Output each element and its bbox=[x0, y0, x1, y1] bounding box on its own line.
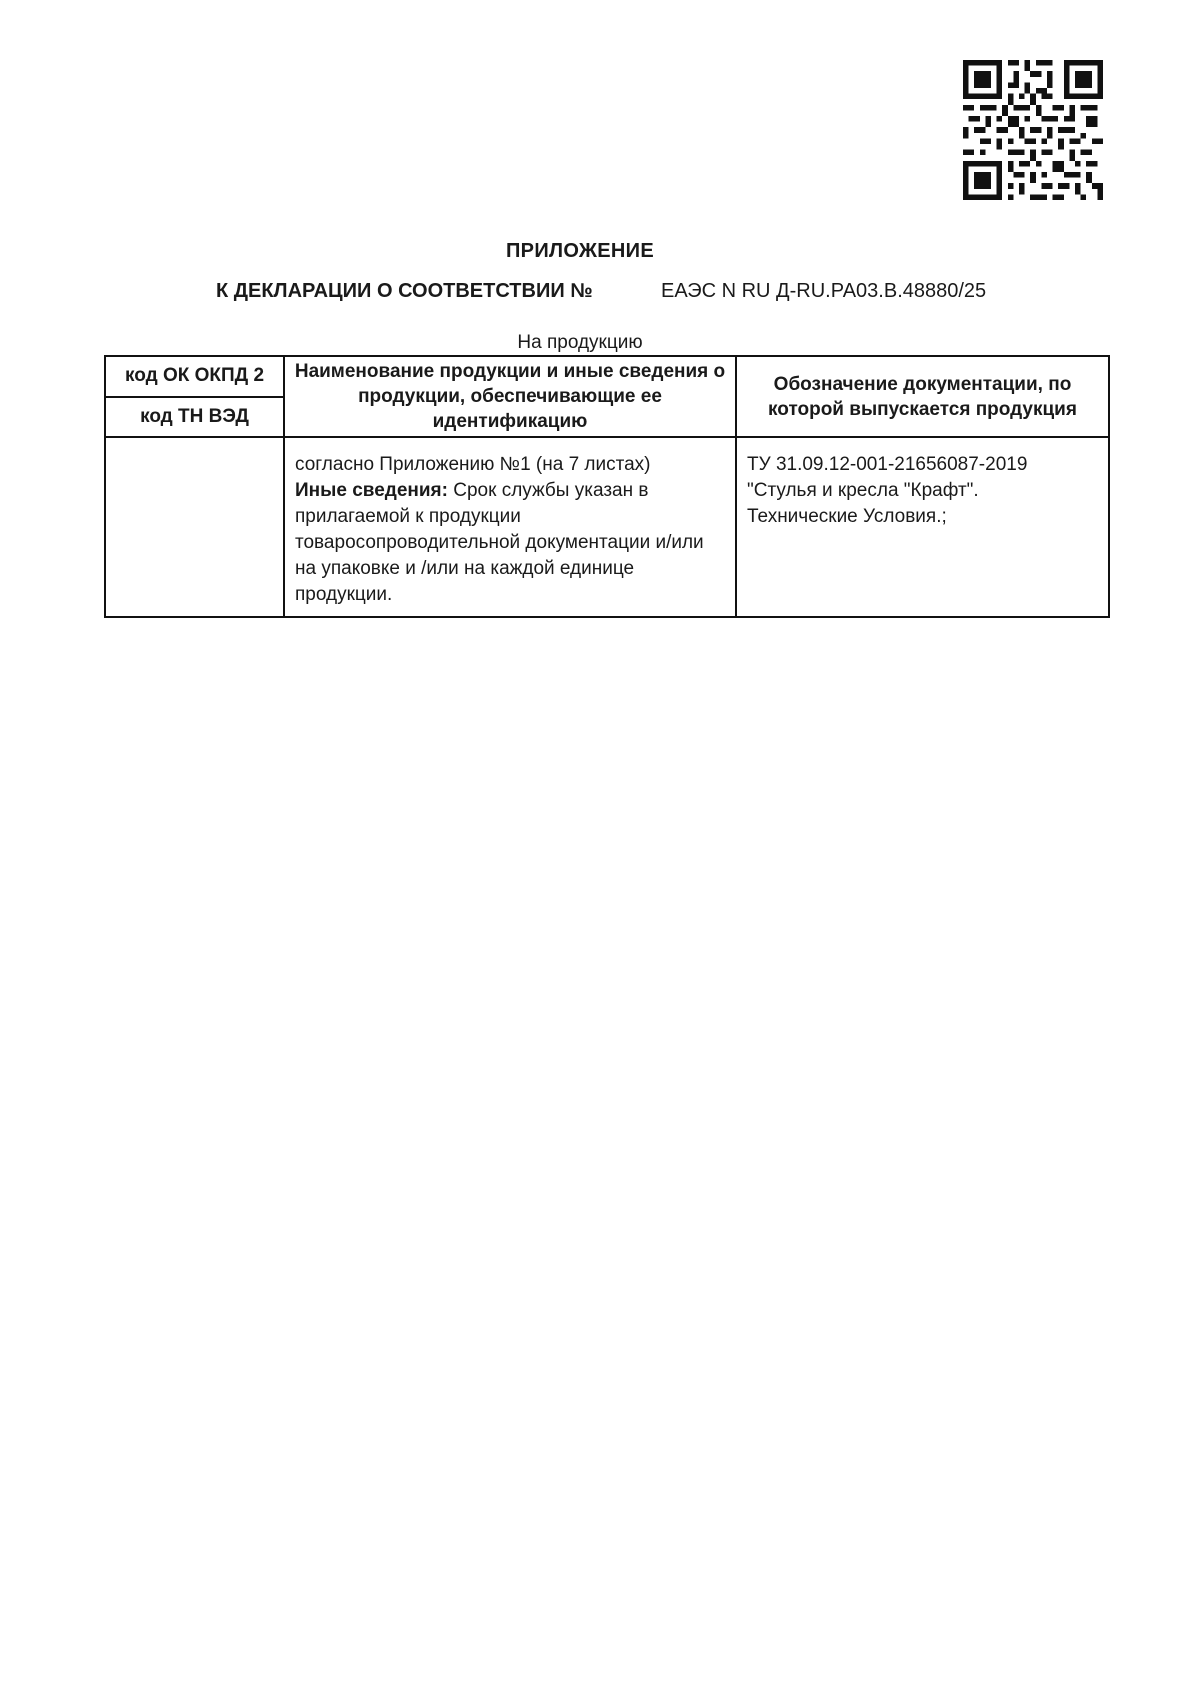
header-tnved-code: код ТН ВЭД bbox=[105, 397, 284, 438]
table-row bbox=[105, 437, 1109, 617]
qr-code-icon bbox=[962, 60, 1104, 200]
declaration-number: ЕАЭС N RU Д-RU.РА03.В.48880/25 bbox=[661, 280, 987, 302]
table-header-row bbox=[105, 356, 1109, 397]
product-intro: На продукцию bbox=[517, 332, 643, 353]
doc-code: ТУ 31.09.12-001-21656087-2019 bbox=[747, 454, 1028, 475]
cell-product-name bbox=[284, 437, 736, 617]
doc-type: Технические Условия.; bbox=[747, 506, 947, 527]
other-info-label: Иные сведения: bbox=[295, 480, 448, 501]
page-title: ПРИЛОЖЕНИЕ bbox=[506, 240, 654, 262]
product-table bbox=[104, 355, 1110, 618]
product-reference: согласно Приложению №1 (на 7 листах) bbox=[295, 454, 651, 475]
cell-documentation bbox=[736, 437, 1109, 617]
other-info-text: Срок службы указан в прилагаемой к продукции товаросопроводительной документации и/или на упаковке и /или на каждой единице продукции. bbox=[295, 480, 704, 605]
declaration-heading: К ДЕКЛАРАЦИИ О СООТВЕТСТВИИ № bbox=[216, 280, 593, 302]
header-documentation: Обозначение документации, по которой выпускается продукция bbox=[736, 356, 1109, 437]
cell-code bbox=[105, 437, 284, 617]
doc-title: "Стулья и кресла "Крафт". bbox=[747, 480, 979, 501]
header-okpd-code: код ОК ОКПД 2 bbox=[105, 356, 284, 397]
header-product-name: Наименование продукции и иные сведения о продукции, обеспечивающие ее идентификацию bbox=[284, 356, 736, 437]
